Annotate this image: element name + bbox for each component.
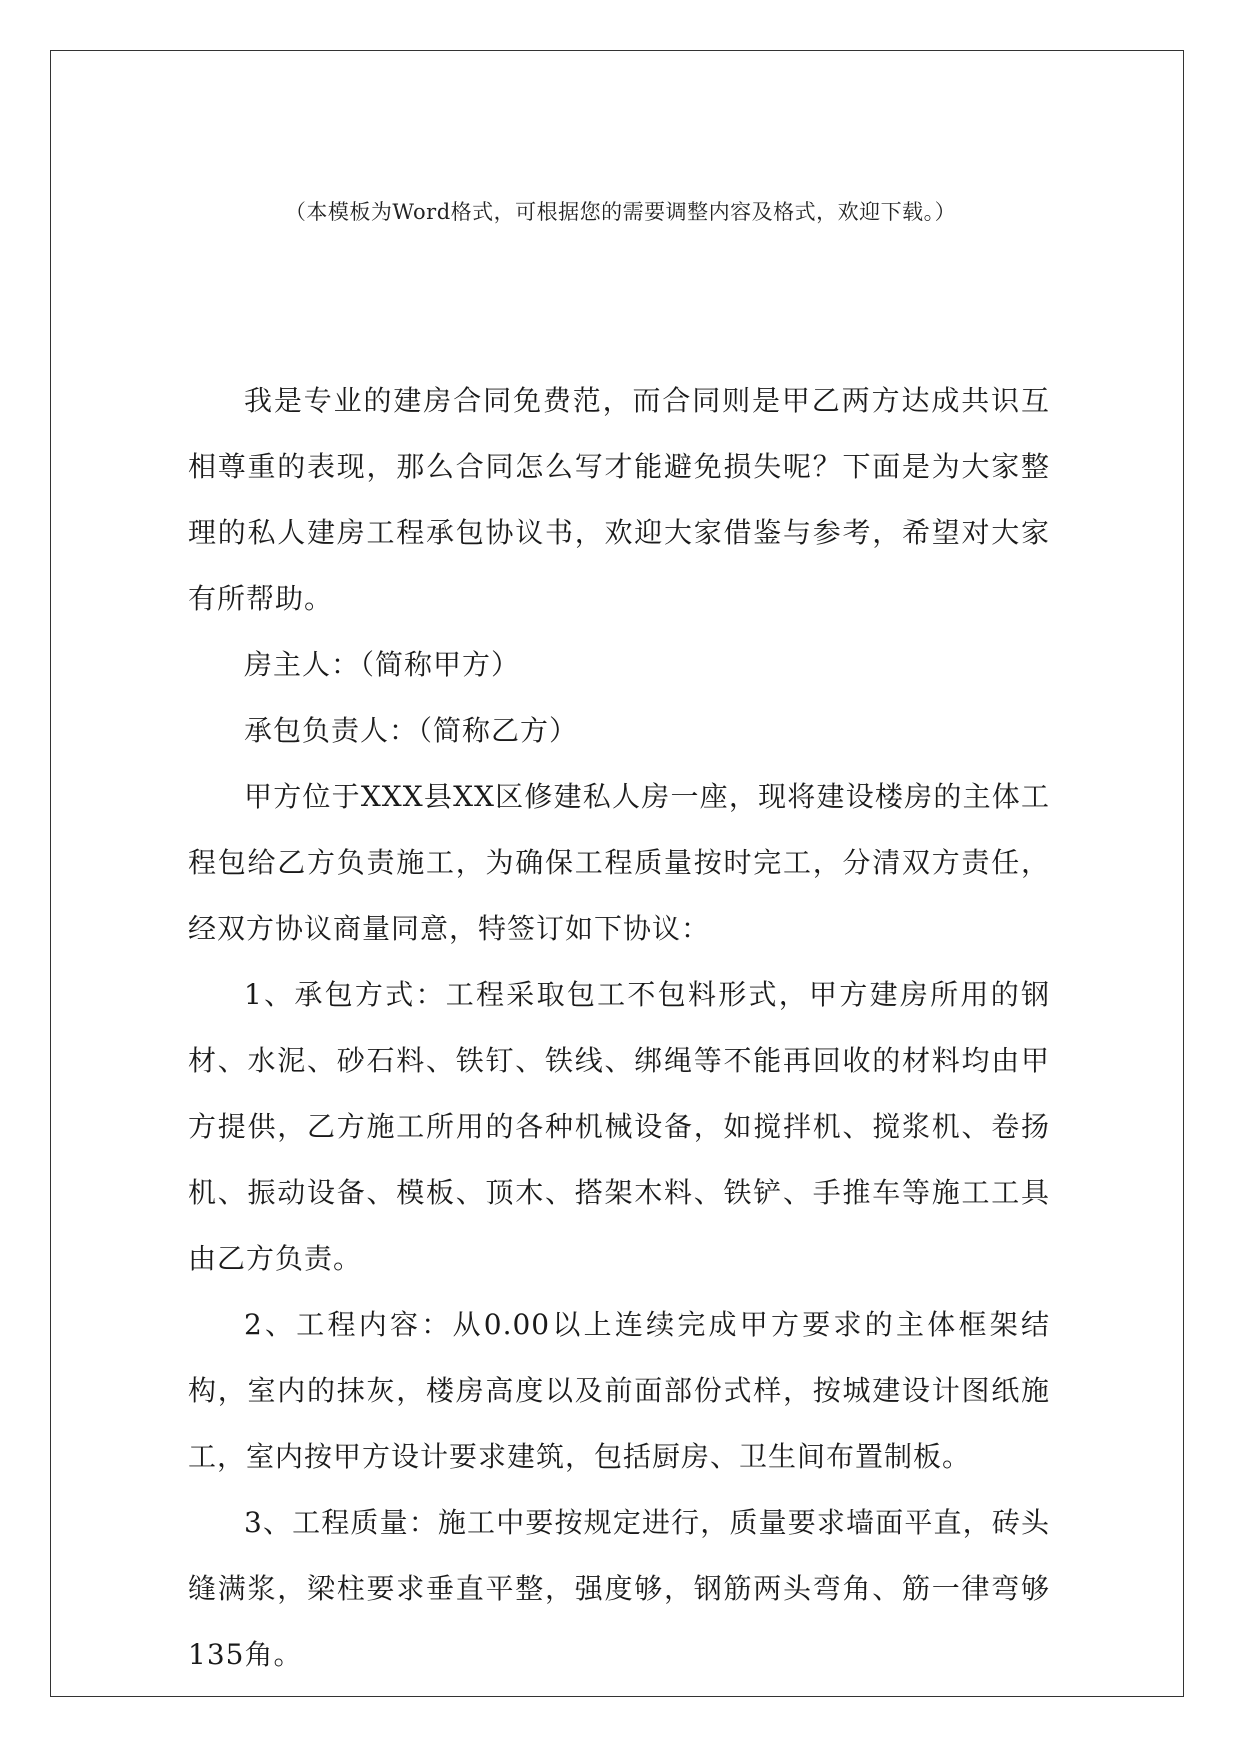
paragraph-clause-2: 2、工程内容：从0.00以上连续完成甲方要求的主体框架结构，室内的抹灰，楼房高度以及前面部份式样，按城建设计图纸施工，室内按甲方设计要求建筑，包括厨房、卫生间布置制板。: [188, 1308, 1050, 1473]
paragraph-owner: 房主人：（简称甲方）: [244, 648, 521, 681]
template-notice: （本模板为Word格式，可根据您的需要调整内容及格式，欢迎下载。）: [284, 200, 957, 224]
paragraph-clause-3: 3、工程质量：施工中要按规定进行，质量要求墙面平直，砖头缝满浆，梁柱要求垂直平整，强度够，钢筋两头弯角、筋一律弯够135角。: [188, 1506, 1050, 1671]
paragraph-clause-1: 1、承包方式：工程采取包工不包料形式，甲方建房所用的钢材、水泥、砂石料、铁钉、铁线、绑绳等不能再回收的材料均由甲方提供，乙方施工所用的各种机械设备，如搅拌机、搅浆机、卷扬机、振动设备、模板、顶木、搭架木料、铁铲、手推车等施工工具由乙方负责。: [188, 978, 1050, 1275]
paragraph-intro: 我是专业的建房合同免费范，而合同则是甲乙两方达成共识互相尊重的表现，那么合同怎么写才能避免损失呢？下面是为大家整理的私人建房工程承包协议书，欢迎大家借鉴与参考，希望对大家有所帮助。: [188, 384, 1050, 615]
paragraph-preamble: 甲方位于XXX县XX区修建私人房一座，现将建设楼房的主体工程包给乙方负责施工，为确保工程质量按时完工，分清双方责任，经双方协议商量同意，特签订如下协议：: [188, 780, 1050, 945]
paragraph-contractor: 承包负责人：（简称乙方）: [244, 714, 579, 747]
document-body: [188, 368, 1050, 1688]
